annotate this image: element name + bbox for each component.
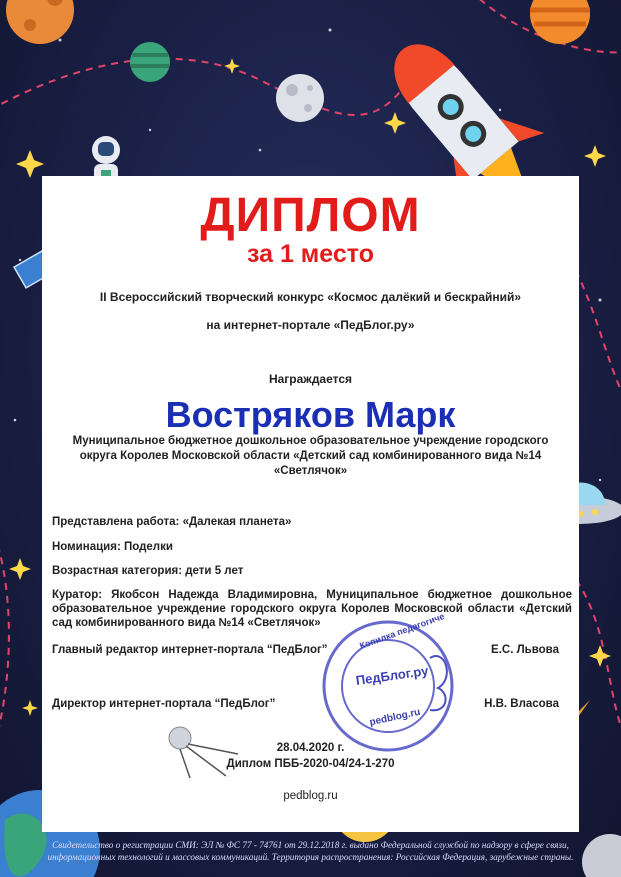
portal-name: на интернет-портале «ПедБлог.ру» <box>206 318 415 332</box>
planet-icon <box>6 0 74 44</box>
diploma-place: за 1 место <box>247 240 374 268</box>
stamp-brand: ПедБлог.ру <box>354 662 430 689</box>
awarded-label: Награждается <box>268 372 353 386</box>
diploma-sheet <box>42 176 579 832</box>
recipient-name: Востряков Марк <box>165 394 456 435</box>
diploma-number: Диплом ПББ-2020-04/24-1-270 <box>226 758 395 770</box>
contest-name: II Всероссийский творческий конкурс «Космос далёкий и бескрайний» <box>99 290 522 304</box>
recipient-organization: Муниципальное бюджетное дошкольное образовательное учреждение городского округа Королев Московской области «Детский сад комбинированного вида №14 «Светлячок» <box>72 435 549 477</box>
nomination: Номинация: Поделки <box>52 541 173 553</box>
diploma-date: 28.04.2020 г. <box>276 742 345 754</box>
work-title: Представлена работа: «Далекая планета» <box>52 516 292 528</box>
moon-icon <box>276 74 324 122</box>
director-role: Директор интернет-портала “ПедБлог” <box>52 698 276 710</box>
site-link[interactable]: pedblog.ru <box>283 790 338 802</box>
stamp-url: pedblog.ru <box>368 706 422 729</box>
chief-editor-role: Главный редактор интернет-портала “ПедБлог” <box>52 644 328 656</box>
director-name: Н.В. Власова <box>484 698 559 710</box>
green-planet-icon <box>130 42 170 82</box>
chief-editor-name: Е.С. Львова <box>491 644 559 656</box>
diploma-title: ДИПЛОМ <box>200 189 421 242</box>
curator: Куратор: Якобсон Надежда Владимировна, Муниципальное бюджетное дошкольное образовательное учреждение городского округа Королев Московской области «Детский сад комбинированного вида №14 «Светлячок» <box>52 589 572 629</box>
signature-scribble <box>430 656 447 710</box>
age-category: Возрастная категория: дети 5 лет <box>52 565 244 577</box>
stamp-ring-text: Копилка педагогиче <box>358 610 446 652</box>
orange-planet-icon <box>530 0 590 44</box>
legal-note: Свидетельство о регистрации СМИ: ЭЛ № ФС 77 - 74761 от 29.12.2018 г. выдано Федеральной службой по надзору в сфере связи, информационных технологий и массовых коммуникаций. Территория распространения: Российская Федерация, зарубежные страны. <box>47 840 574 862</box>
